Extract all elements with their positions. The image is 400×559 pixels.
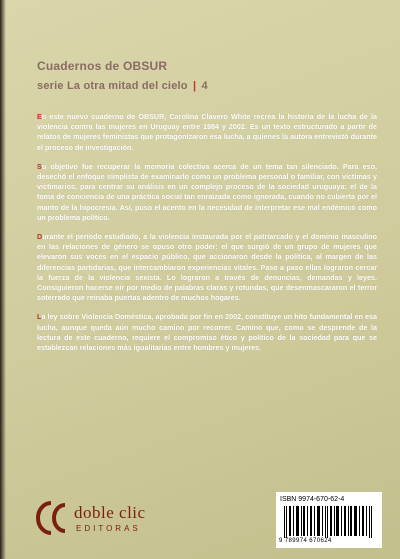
drop-initial: E — [37, 112, 42, 121]
ean-digits: 9 789974 670624 — [279, 538, 332, 544]
blurb-paragraph — [37, 112, 377, 153]
paragraph-text: a ley sobre Violencia Doméstica, aprobada por fin en 2002, constituye un hito fundamental en esa lucha, aunque queda aún mucho camino por recorrer. Camino que, como se desprende de la lectura de este cuaderno, requiere el compromiso ético y político de la sociedad para que se establezcan relaciones más igualitarias entre hombres y mujeres. — [37, 312, 377, 353]
blurb-paragraph — [37, 232, 377, 303]
collection-line — [37, 80, 208, 92]
spine-shadow — [0, 0, 6, 559]
paragraph-text: u objetivo fue recuperar la memoria colectiva acerca de un tema tan silenciado. Para eso, desechó el enfoque simplista de examinarlo como un problema personal o familiar, con víctimas y victimarios, para centrar su análisis en un complejo proceso de la sociedad uruguaya: el de la toma de conciencia de una práctica social tan enraizada como ignorada, cuando no cubierta por el manto de la hipocresía. Así, puso el acento en la necesidad de interpretar ese mal endémico como un problema político. — [37, 161, 377, 222]
barcode-label — [276, 492, 382, 548]
publisher-name: doble clic — [74, 503, 146, 522]
series-title: Cuadernos de OBSUR — [37, 59, 168, 73]
isbn-text: ISBN 9974-670-62-4 — [280, 496, 345, 503]
paragraph-text: urante el período estudiado, a la violencia instaurada por el patriarcado y el dominio masculino en las relaciones de género se opuso otro poder: el que surgió de un grupo de mujeres que elevaron sus voces en el espacio público, que accionaron desde la política, al margen de las diferencias partidarias, que intercambiaron experiencias vitales. Paso a paso ellas lograron cercar la fuerza de la violencia sexista. Lo lograron a través de denuncias, demandas y leyes. Consiguieron hacerse oír por medio de palabras claras y rotundas, que desenmascararon el terror soterrado que reinaba puertas adentro de muchos hogares. — [37, 232, 377, 303]
blurb — [37, 112, 377, 362]
blurb-paragraph — [37, 312, 377, 353]
paragraph-text: n este nuevo cuaderno de OBSUR, Carolina Clavero White recrea la historia de la lucha de la violencia contra las mujeres en Uruguay entre 1984 y 2002. Es un texto estructurado a partir de relatos de mujeres feministas que protagonizaron esa lucha, a quienes la autora entrevistó durante el proceso de investigación. — [37, 112, 377, 152]
drop-initial: S — [37, 161, 42, 171]
collection-name: serie La otra mitad del cielo — [37, 80, 188, 92]
publisher-sub: EDITORAS — [76, 524, 141, 533]
drop-initial: D — [37, 232, 43, 242]
publisher-logo — [34, 497, 174, 542]
collection-number: 4 — [201, 80, 208, 92]
collection-separator: | — [192, 80, 197, 92]
double-c-logo-icon — [34, 497, 70, 539]
blurb-paragraph — [37, 162, 377, 223]
barcode-icon — [284, 506, 374, 538]
drop-initial: L — [37, 312, 42, 322]
